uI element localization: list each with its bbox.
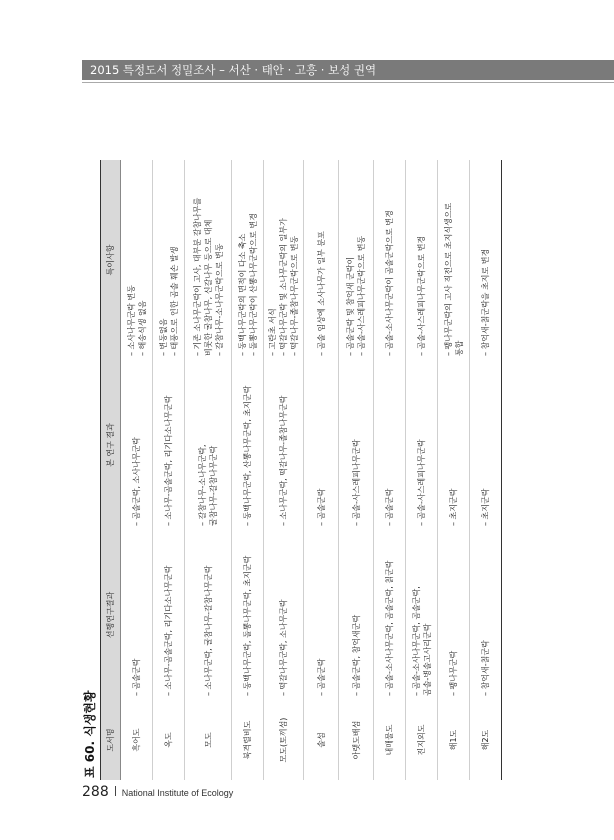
header-title: 2015 특정도서 정밀조사 – 서산 · 태안 · 고흥 · 보성 권역 xyxy=(90,63,377,77)
island-name-cell: 북격렬비도 xyxy=(232,700,264,780)
cell-line: – 기존 소나무군락이 고사, 대부분 갈참나무를 xyxy=(192,197,202,356)
current-result-cell xyxy=(185,360,232,530)
previous-result-cell xyxy=(438,530,470,700)
notes-cell xyxy=(470,160,502,360)
cell-line: – 소사나무군락 변동 xyxy=(126,285,136,356)
cell-line: – 곰솔 임상에 소사나무가 일부 분포 xyxy=(316,231,326,356)
page-number: 288 xyxy=(82,784,109,800)
table-row xyxy=(153,160,185,780)
institute-name: National Institute of Ecology xyxy=(121,788,234,798)
cell-line: – 곰솔군락 xyxy=(385,488,394,526)
cell-line: – 초지군락 xyxy=(449,488,458,526)
current-result-cell xyxy=(438,360,470,530)
notes-cell xyxy=(232,160,264,360)
island-name-cell: 해2도 xyxy=(470,700,502,780)
notes-cell xyxy=(185,160,232,360)
notes-cell xyxy=(121,160,153,360)
current-result-cell xyxy=(406,360,438,530)
island-name-cell: 모도 xyxy=(185,700,232,780)
cell-line: – 갈참나무-소나무군락으로 변동 xyxy=(214,243,224,356)
cell-line: – 태풍으로 인한 곰솔 훼손 발생 xyxy=(169,246,179,356)
cell-line: – 고란초 서식 xyxy=(268,308,277,356)
previous-result-cell xyxy=(406,530,438,700)
notes-cell xyxy=(339,160,374,360)
table-caption: 표 60. 식생현황 xyxy=(83,690,97,778)
table-row xyxy=(339,160,374,780)
cell-line: – 동백나무군락, 돌뽕나무군락, 초지군락 xyxy=(243,555,252,696)
current-result-cell xyxy=(232,360,264,530)
previous-result-cell xyxy=(470,530,502,700)
cell-line: – 떡갈나무-졸참나무군락으로 변동 xyxy=(290,235,299,356)
page-footer xyxy=(82,781,234,800)
cell-line: – 소나무군락, 굴참나무-갈참나무군락 xyxy=(203,565,213,696)
table-row xyxy=(470,160,502,780)
cell-line: – 곰솔-사스레피나무군락 xyxy=(351,439,361,526)
table-row xyxy=(374,160,406,780)
cell-line: 비롯한 굴참나무, 신갈나무 등으로 대체 xyxy=(203,219,213,356)
notes-cell xyxy=(438,160,470,360)
cell-line: – 돌뽕나무군락이 산뽕나무군락으로 변경 xyxy=(248,212,258,356)
cell-line: – 곰솔군락, 소사나무군락 xyxy=(132,437,141,526)
cell-line: – 곰솔군락 및 참억새 군락이 xyxy=(346,256,355,356)
cell-line: – 소나무군락, 떡갈나무-졸참나무군락 xyxy=(279,395,288,526)
column-header: 특이사항 xyxy=(101,160,121,360)
previous-result-cell xyxy=(153,530,185,700)
cell-line: – 곰솔군락, 참억새군락 xyxy=(351,614,361,696)
notes-cell xyxy=(374,160,406,360)
cell-line: – 참억새-칡군락을 초지로 변경 xyxy=(481,248,490,356)
cell-line: 곰솔-병솔고사리군락 xyxy=(422,623,432,696)
previous-result-cell xyxy=(232,530,264,700)
current-result-cell xyxy=(121,360,153,530)
cell-line: – 곰솔-사스레피나무군락으로 변경 xyxy=(417,235,426,356)
cell-line: – 곰솔-사스레피나무군락으로 변동 xyxy=(357,235,366,356)
cell-line: – 곰솔군락 xyxy=(132,658,141,696)
cell-line: – 소나무-곰솔군락, 리기다소나무군락 xyxy=(164,565,173,696)
previous-result-cell xyxy=(374,530,406,700)
cell-line: – 떡갈나무군락 및 소나무군락의 일부가 xyxy=(279,218,288,356)
previous-result-cell xyxy=(304,530,339,700)
cell-line: – 곰솔군락 xyxy=(316,488,326,526)
table-row xyxy=(232,160,264,780)
current-result-cell xyxy=(470,360,502,530)
island-name-cell: 솔섬 xyxy=(304,700,339,780)
island-name-cell: 옥도 xyxy=(153,700,185,780)
notes-cell xyxy=(153,160,185,360)
cell-line: – 참억새-칡군락 xyxy=(481,640,490,696)
cell-line: – 팽나무군락의 고사 직전으로 초지식생으로 xyxy=(443,202,453,356)
island-name-cell: 해1도 xyxy=(438,700,470,780)
cell-line: – 소나무-곰솔군락, 리기다소나무군락 xyxy=(164,395,173,526)
cell-line: – 곰솔-소사나무군락, 곰솔군락, xyxy=(411,586,421,696)
current-result-cell xyxy=(304,360,339,530)
cell-line: – 떡갈나무군락, 소나무군락 xyxy=(279,599,288,696)
island-name-cell: 흑어도 xyxy=(121,700,153,780)
table-wrapper xyxy=(80,160,502,780)
current-result-cell xyxy=(339,360,374,530)
current-result-cell xyxy=(153,360,185,530)
column-header: 선행연구결과 xyxy=(101,530,121,700)
island-name-cell: 모도(토끼섬) xyxy=(264,700,304,780)
cell-line: – 곰솔-소사나무군락이 곰솔군락으로 변경 xyxy=(385,210,394,356)
cell-line: – 해송식생 없음 xyxy=(137,300,147,356)
island-name-cell: 진지외도 xyxy=(406,700,438,780)
island-name-cell: 내매물도 xyxy=(374,700,406,780)
cell-line: – 갈참나무-소나무군락, xyxy=(198,444,207,526)
island-name-cell: 아랫도배섬 xyxy=(339,700,374,780)
cell-line: – 동백나무군락의 면적이 다소 축소 xyxy=(237,233,247,356)
header-divider xyxy=(82,82,614,83)
table-row xyxy=(185,160,232,780)
cell-line: – 동백나무군락, 산뽕나무군락, 초지군락 xyxy=(243,385,252,526)
vegetation-table xyxy=(100,160,502,780)
previous-result-cell xyxy=(339,530,374,700)
column-header: 도서명 xyxy=(101,700,121,780)
cell-line: – 팽나무군락 xyxy=(449,650,458,696)
table-row xyxy=(438,160,470,780)
cell-line: – 곰솔-사스레피나무군락 xyxy=(417,439,426,526)
cell-line: 굴참나무-갈참나무군락 xyxy=(209,445,218,526)
cell-line: – 곰솔-소사나무군락, 곰솔군락, 칡군락 xyxy=(385,560,394,696)
table-row xyxy=(264,160,304,780)
table-row xyxy=(304,160,339,780)
cell-line: 통합 xyxy=(454,340,464,356)
cell-line: – 초지군락 xyxy=(481,488,490,526)
table-header-row xyxy=(101,160,121,780)
previous-result-cell xyxy=(121,530,153,700)
footer-separator xyxy=(115,786,116,796)
cell-line: – 곰솔군락 xyxy=(316,658,326,696)
rotated-table-container xyxy=(0,197,490,820)
notes-cell xyxy=(406,160,438,360)
header-bar xyxy=(82,60,614,80)
previous-result-cell xyxy=(264,530,304,700)
table-body xyxy=(121,160,502,780)
table-row xyxy=(121,160,153,780)
table-row xyxy=(406,160,438,780)
cell-line: – 변동없음 xyxy=(158,318,168,356)
column-header: 본 연구 결과 xyxy=(101,360,121,530)
current-result-cell xyxy=(374,360,406,530)
previous-result-cell xyxy=(185,530,232,700)
current-result-cell xyxy=(264,360,304,530)
notes-cell xyxy=(264,160,304,360)
notes-cell xyxy=(304,160,339,360)
